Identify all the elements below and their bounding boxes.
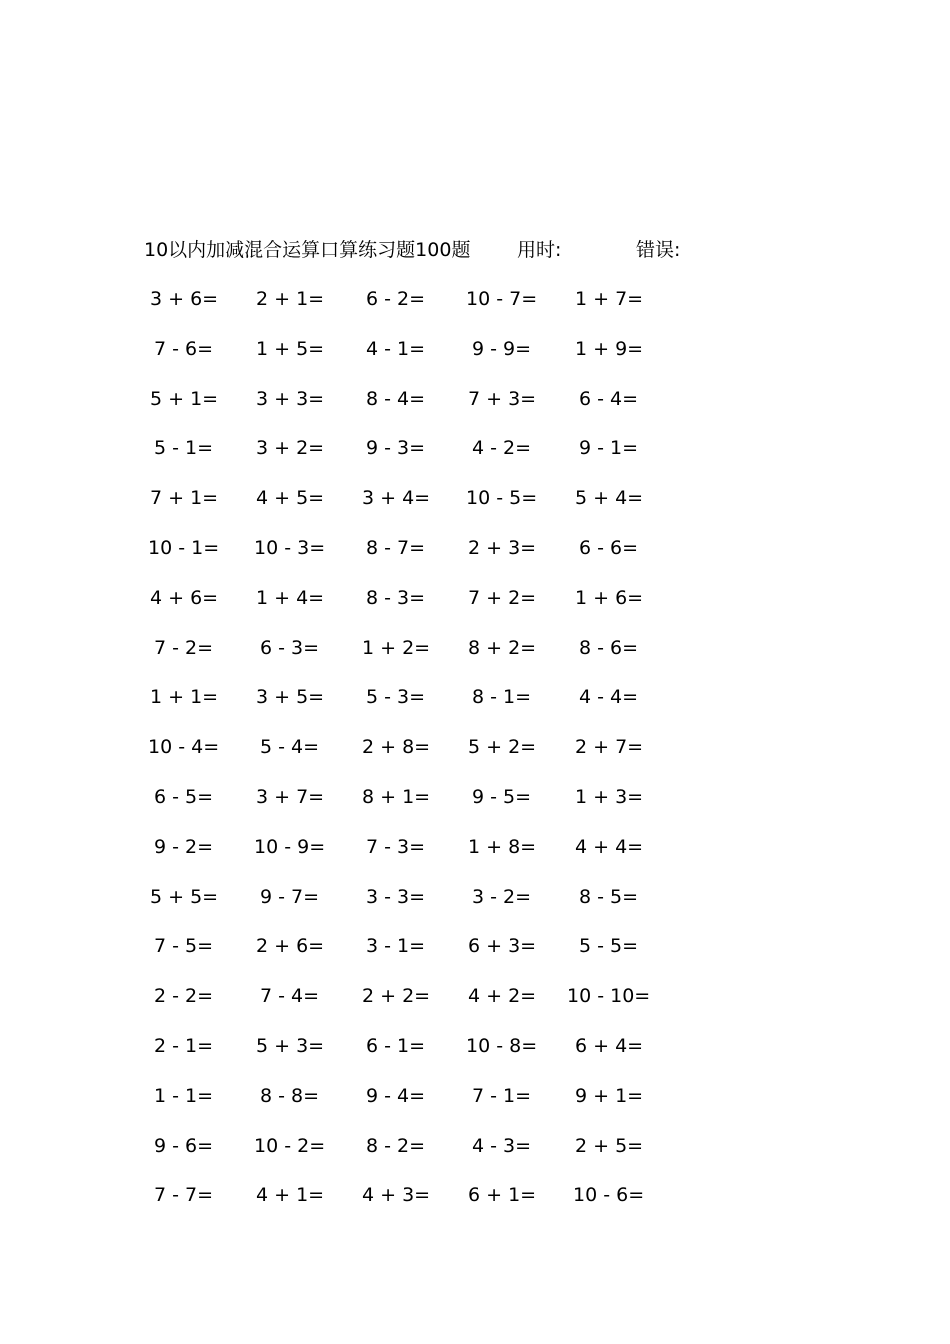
- problem-row: [0, 884, 950, 910]
- arithmetic-problem: 4 + 1=: [256, 1184, 325, 1207]
- arithmetic-problem: 3 - 2=: [472, 885, 532, 908]
- arithmetic-problem: 8 - 6=: [579, 636, 639, 659]
- arithmetic-problem: 4 + 3=: [362, 1184, 431, 1207]
- arithmetic-problem: 4 - 1=: [366, 337, 426, 360]
- problem-row: [0, 336, 950, 362]
- arithmetic-problem: 2 - 2=: [154, 985, 214, 1008]
- arithmetic-problem: 4 - 2=: [472, 437, 532, 460]
- problem-row: [0, 1033, 950, 1059]
- arithmetic-problem: 7 + 2=: [468, 586, 537, 609]
- arithmetic-problem: 10 - 7=: [466, 288, 538, 310]
- problem-row: [0, 635, 950, 661]
- arithmetic-problem: 4 - 3=: [472, 1134, 532, 1157]
- arithmetic-problem: 8 - 3=: [366, 586, 426, 609]
- arithmetic-problem: 6 + 3=: [468, 935, 537, 958]
- arithmetic-problem: 1 + 2=: [362, 636, 431, 659]
- arithmetic-problem: 4 + 6=: [150, 586, 219, 609]
- problem-row: [0, 1083, 950, 1109]
- problem-row: [0, 734, 950, 760]
- worksheet-title: 10以内加减混合运算口算练习题100题: [144, 239, 471, 261]
- arithmetic-problem: 3 + 2=: [256, 437, 325, 460]
- arithmetic-problem: 6 - 3=: [260, 636, 320, 659]
- arithmetic-problem: 1 + 9=: [575, 337, 644, 360]
- error-label: 错误:: [636, 239, 681, 261]
- arithmetic-problem: 7 + 3=: [468, 387, 537, 410]
- arithmetic-problem: 9 - 3=: [366, 437, 426, 460]
- arithmetic-problem: 3 - 1=: [366, 935, 426, 958]
- arithmetic-problem: 6 - 2=: [366, 288, 426, 310]
- arithmetic-problem: 6 - 6=: [579, 537, 639, 559]
- arithmetic-problem: 9 - 2=: [154, 835, 214, 858]
- arithmetic-problem: 5 - 4=: [260, 736, 320, 759]
- problem-row: [0, 933, 950, 959]
- problem-row: [0, 585, 950, 611]
- arithmetic-problem: 8 - 7=: [366, 537, 426, 559]
- arithmetic-problem: 2 + 8=: [362, 736, 431, 759]
- arithmetic-problem: 8 - 8=: [260, 1084, 320, 1107]
- arithmetic-problem: 3 + 3=: [256, 387, 325, 410]
- arithmetic-problem: 10 - 3=: [254, 537, 326, 559]
- arithmetic-problem: 10 - 9=: [254, 835, 326, 858]
- arithmetic-problem: 10 - 5=: [466, 487, 538, 510]
- arithmetic-problem: 4 + 4=: [575, 835, 644, 858]
- worksheet-header: [0, 236, 950, 264]
- arithmetic-problem: 7 - 7=: [154, 1184, 214, 1207]
- problem-row: [0, 1133, 950, 1159]
- arithmetic-problem: 2 + 1=: [256, 288, 325, 310]
- arithmetic-problem: 1 + 1=: [150, 686, 219, 709]
- arithmetic-problem: 3 + 5=: [256, 686, 325, 709]
- arithmetic-problem: 9 - 9=: [472, 337, 532, 360]
- arithmetic-problem: 10 - 10=: [567, 985, 651, 1008]
- problem-row: [0, 286, 950, 312]
- problem-row: [0, 983, 950, 1009]
- arithmetic-problem: 6 + 1=: [468, 1184, 537, 1207]
- arithmetic-problem: 10 - 4=: [148, 736, 220, 759]
- problem-row: [0, 386, 950, 412]
- arithmetic-problem: 3 + 6=: [150, 288, 219, 310]
- arithmetic-problem: 7 - 6=: [154, 337, 214, 360]
- arithmetic-problem: 4 + 5=: [256, 487, 325, 510]
- problem-row: [0, 535, 950, 561]
- arithmetic-problem: 2 + 7=: [575, 736, 644, 759]
- arithmetic-problem: 8 - 4=: [366, 387, 426, 410]
- arithmetic-problem: 6 - 4=: [579, 387, 639, 410]
- problem-row: [0, 784, 950, 810]
- arithmetic-problem: 8 - 5=: [579, 885, 639, 908]
- arithmetic-problem: 1 + 7=: [575, 288, 644, 310]
- arithmetic-problem: 5 - 3=: [366, 686, 426, 709]
- arithmetic-problem: 5 + 4=: [575, 487, 644, 510]
- problem-row: [0, 435, 950, 461]
- arithmetic-problem: 1 + 8=: [468, 835, 537, 858]
- arithmetic-problem: 2 + 2=: [362, 985, 431, 1008]
- arithmetic-problem: 10 - 2=: [254, 1134, 326, 1157]
- arithmetic-problem: 3 + 4=: [362, 487, 431, 510]
- arithmetic-problem: 1 + 5=: [256, 337, 325, 360]
- arithmetic-problem: 4 + 2=: [468, 985, 537, 1008]
- arithmetic-problem: 7 - 4=: [260, 985, 320, 1008]
- arithmetic-problem: 9 - 1=: [579, 437, 639, 460]
- arithmetic-problem: 2 + 5=: [575, 1134, 644, 1157]
- arithmetic-problem: 7 - 3=: [366, 835, 426, 858]
- arithmetic-problem: 6 - 5=: [154, 786, 214, 808]
- arithmetic-problem: 3 + 7=: [256, 786, 325, 808]
- arithmetic-problem: 3 - 3=: [366, 885, 426, 908]
- arithmetic-problem: 5 + 3=: [256, 1035, 325, 1057]
- arithmetic-problem: 7 - 2=: [154, 636, 214, 659]
- arithmetic-problem: 9 - 4=: [366, 1084, 426, 1107]
- arithmetic-problem: 6 + 4=: [575, 1035, 644, 1057]
- arithmetic-problem: 9 - 7=: [260, 885, 320, 908]
- arithmetic-problem: 5 + 5=: [150, 885, 219, 908]
- problem-row: [0, 485, 950, 511]
- arithmetic-problem: 6 - 1=: [366, 1035, 426, 1057]
- arithmetic-problem: 8 + 2=: [468, 636, 537, 659]
- arithmetic-problem: 8 + 1=: [362, 786, 431, 808]
- arithmetic-problem: 1 + 6=: [575, 586, 644, 609]
- arithmetic-problem: 5 - 1=: [154, 437, 214, 460]
- arithmetic-problem: 5 + 2=: [468, 736, 537, 759]
- arithmetic-problem: 10 - 1=: [148, 537, 220, 559]
- arithmetic-problem: 4 - 4=: [579, 686, 639, 709]
- arithmetic-problem: 8 - 2=: [366, 1134, 426, 1157]
- time-label: 用时:: [517, 239, 562, 261]
- arithmetic-problem: 7 - 1=: [472, 1084, 532, 1107]
- arithmetic-problem: 1 + 3=: [575, 786, 644, 808]
- arithmetic-problem: 1 - 1=: [154, 1084, 214, 1107]
- arithmetic-problem: 2 + 3=: [468, 537, 537, 559]
- arithmetic-problem: 2 - 1=: [154, 1035, 214, 1057]
- arithmetic-problem: 9 - 6=: [154, 1134, 214, 1157]
- arithmetic-problem: 5 - 5=: [579, 935, 639, 958]
- arithmetic-problem: 7 - 5=: [154, 935, 214, 958]
- arithmetic-problem: 1 + 4=: [256, 586, 325, 609]
- arithmetic-problem: 2 + 6=: [256, 935, 325, 958]
- arithmetic-problem: 7 + 1=: [150, 487, 219, 510]
- arithmetic-problem: 10 - 6=: [573, 1184, 645, 1207]
- arithmetic-problem: 9 - 5=: [472, 786, 532, 808]
- arithmetic-problem: 9 + 1=: [575, 1084, 644, 1107]
- problem-row: [0, 684, 950, 710]
- arithmetic-problem: 8 - 1=: [472, 686, 532, 709]
- problem-row: [0, 834, 950, 860]
- problem-row: [0, 1182, 950, 1208]
- arithmetic-problem: 5 + 1=: [150, 387, 219, 410]
- arithmetic-problem: 10 - 8=: [466, 1035, 538, 1057]
